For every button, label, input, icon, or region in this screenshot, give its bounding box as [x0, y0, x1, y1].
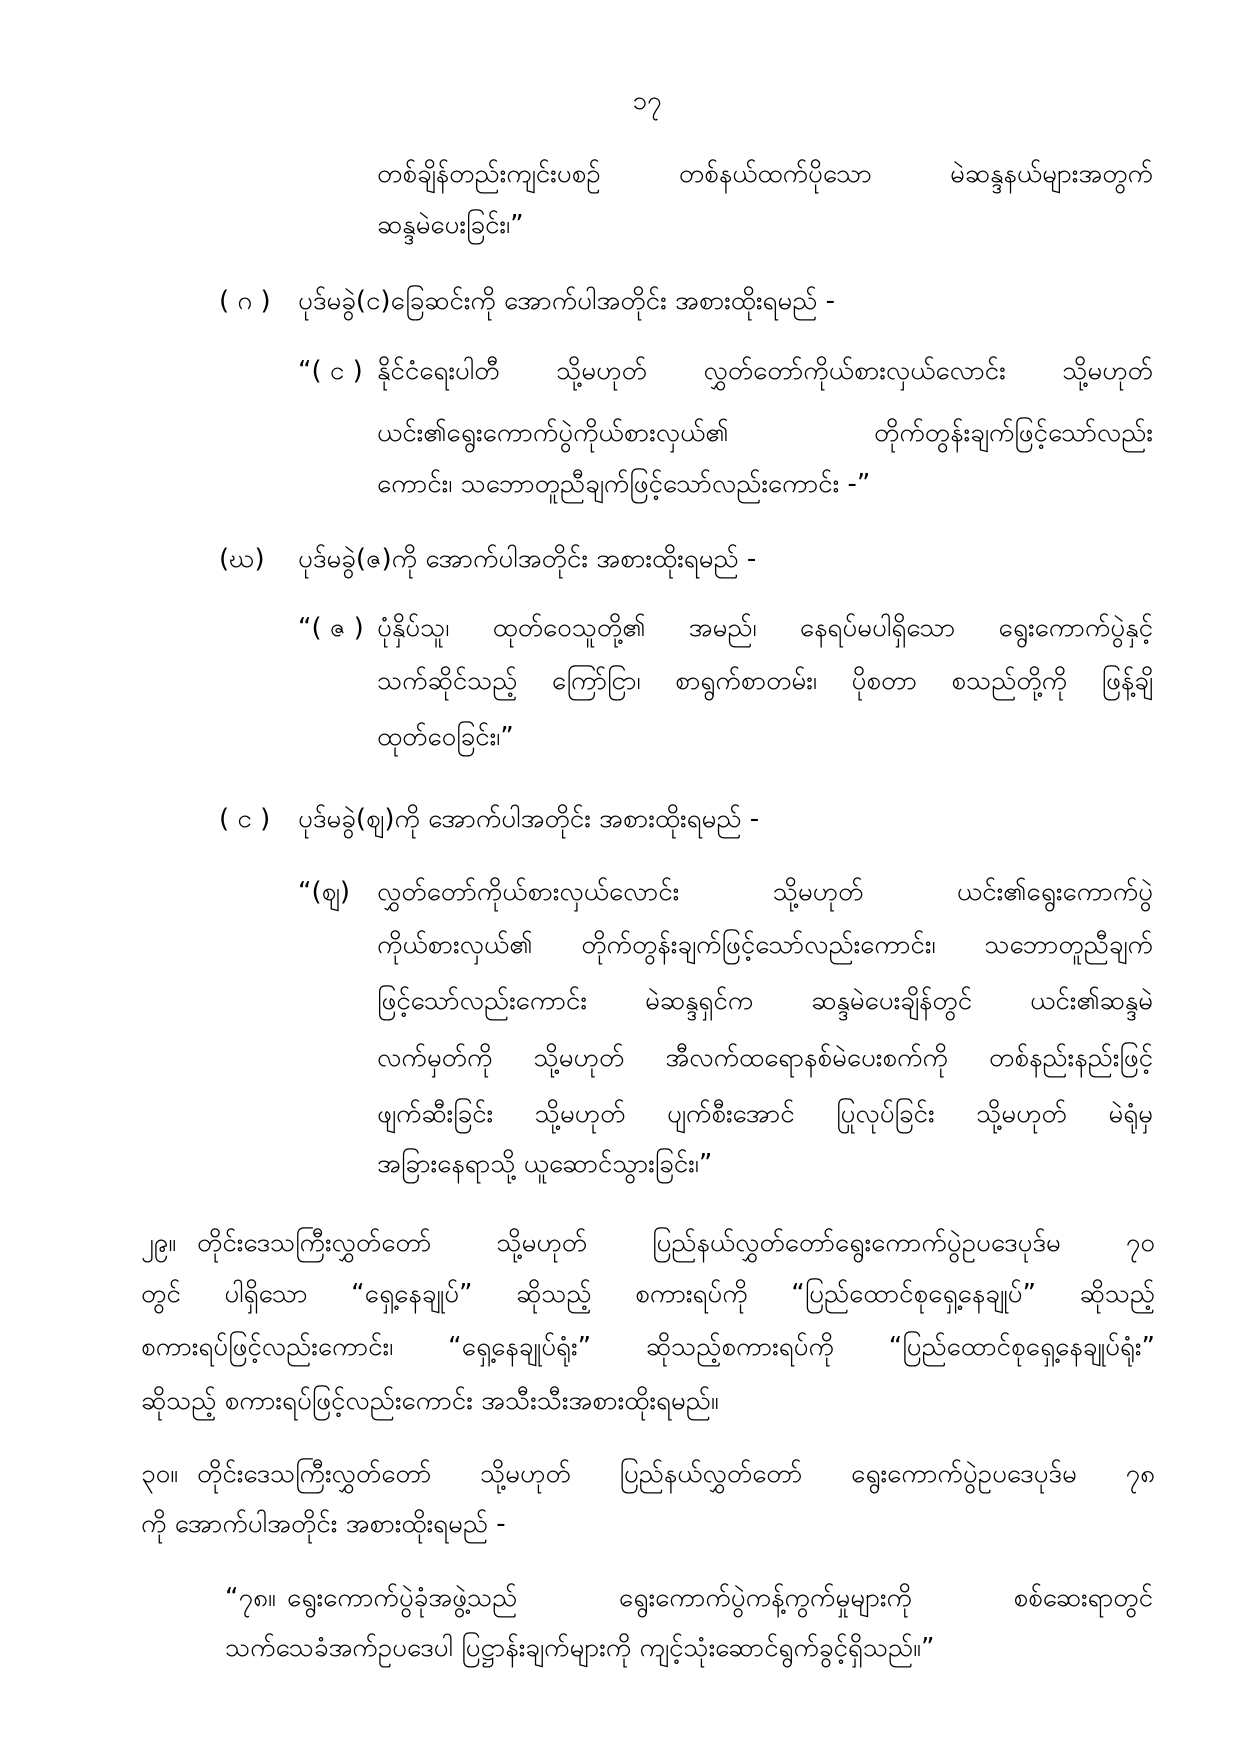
quote-line: ပုံနှိပ်သူ၊ ထုတ်ဝေသူတို့၏ အမည်၊ နေရပ်မပါရှိသော ရွေးကောက်ပွဲနှင့် — [377, 613, 1153, 643]
quote-line: ဖျက်ဆီးခြင်း သို့မဟုတ် ပျက်စီးအောင် ပြုလုပ်ခြင်း သို့မဟုတ် မဲရုံမှ — [377, 1099, 1153, 1129]
section-line: တိုင်းဒေသကြီးလွှတ်တော် သို့မဟုတ် ပြည်နယ်လွှတ်တော် ရွေးကောက်ပွဲဥပဒေပုဒ်မ ၇၈ — [197, 1459, 1155, 1489]
quote-line: ဖြင့်သော်လည်းကောင်း မဲဆန္ဒရှင်က ဆန္ဒမဲပေးချိန်တွင် ယင်း၏ဆန္ဒမဲ — [377, 986, 1153, 1016]
section-line: စကားရပ်ဖြင့်လည်းကောင်း၊ “ရှေ့နေချုပ်ရုံး” ဆိုသည့်စကားရပ်ကို “ပြည်ထောင်စုရှေ့နေချုပ်ရုံး” — [141, 1332, 1155, 1362]
quote-line: သက်သေခံအက်ဥပဒေပါ ပြဋ္ဌာန်းချက်များကို ကျင့်သုံးဆောင်ရွက်ခွင့်ရှိသည်။” — [225, 1633, 935, 1663]
quote-line: လွှတ်တော်ကိုယ်စားလှယ်လောင်း သို့မဟုတ် ယင်း၏ရွေးကောက်ပွဲ — [377, 877, 1153, 907]
section-number: ၃၀။ — [141, 1459, 179, 1489]
page-number: ၁၇ — [632, 86, 662, 116]
item-text: ပုဒ်မခွဲ(ဇ)ကို အောက်ပါအတိုင်း အစားထိုးရမည် - — [298, 544, 757, 574]
section-number: ၂၉။ — [141, 1228, 177, 1258]
item-label: (ဃ) — [219, 544, 265, 574]
quote-label: “( ဇ ) — [298, 613, 364, 643]
quote-line: ယင်း၏ရွေးကောက်ပွဲကိုယ်စားလှယ်၏ တိုက်တွန်းချက်ဖြင့်သော်လည်း — [377, 418, 1153, 448]
item-label: ( ဂ ) — [219, 286, 271, 316]
quote-line: ထုတ်ဝေခြင်း၊” — [377, 722, 514, 752]
quote-line: ကောင်း၊ သဘောတူညီချက်ဖြင့်သော်လည်းကောင်း -” — [377, 469, 871, 499]
quote-line: အခြားနေရာသို့ ယူဆောင်သွားခြင်း၊” — [377, 1149, 713, 1179]
quote-line: သက်ဆိုင်သည့် ကြော်ငြာ၊ စာရွက်စာတမ်း၊ ပိုစတာ စသည်တို့ကို ဖြန့်ချိ — [377, 666, 1153, 696]
quote-line: ရွေးကောက်ပွဲခုံအဖွဲ့သည် ရွေးကောက်ပွဲကန့်ကွက်မှုများကို စစ်ဆေးရာတွင် — [287, 1583, 1153, 1613]
section-line: တွင် ပါရှိသော “ရှေ့နေချုပ်” ဆိုသည့် စကားရပ်ကို “ပြည်ထောင်စုရှေ့နေချုပ်” ဆိုသည့် — [141, 1279, 1155, 1309]
quote-label: “(ဈ) — [298, 877, 351, 907]
section-line: ကို အောက်ပါအတိုင်း အစားထိုးရမည် - — [141, 1509, 506, 1539]
item-text: ပုဒ်မခွဲ(ဈ)ကို အောက်ပါအတိုင်း အစားထိုးရမည် - — [298, 804, 760, 834]
quote-line: ကိုယ်စားလှယ်၏ တိုက်တွန်းချက်ဖြင့်သော်လည်းကောင်း၊ သဘောတူညီချက် — [377, 930, 1153, 960]
intro-line: ဆန္ဒမဲပေးခြင်း၊” — [377, 210, 524, 240]
intro-line: တစ်ချိန်တည်းကျင်းပစဉ် တစ်နယ်ထက်ပိုသော မဲဆန္ဒနယ်များအတွက် — [377, 159, 1153, 189]
quote-line: နိုင်ငံရေးပါတီ သို့မဟုတ် လွှတ်တော်ကိုယ်စားလှယ်လောင်း သို့မဟုတ် — [377, 356, 1153, 386]
quote-label: “၇၈။ — [225, 1583, 276, 1613]
quote-line: လက်မှတ်ကို သို့မဟုတ် အီလက်ထရောနစ်မဲပေးစက်ကို တစ်နည်းနည်းဖြင့် — [377, 1043, 1153, 1073]
item-text: ပုဒ်မခွဲ(င)ခြေဆင်းကို အောက်ပါအတိုင်း အစားထိုးရမည် - — [298, 286, 836, 316]
item-label: ( င ) — [219, 804, 271, 834]
section-line: ဆိုသည့် စကားရပ်ဖြင့်လည်းကောင်း အသီးသီးအစားထိုးရမည်။ — [141, 1386, 719, 1416]
section-line: တိုင်းဒေသကြီးလွှတ်တော် သို့မဟုတ် ပြည်နယ်လွှတ်တော်ရွေးကောက်ပွဲဥပဒေပုဒ်မ ၇၀ — [197, 1228, 1155, 1258]
quote-label: “( င ) — [298, 356, 363, 386]
